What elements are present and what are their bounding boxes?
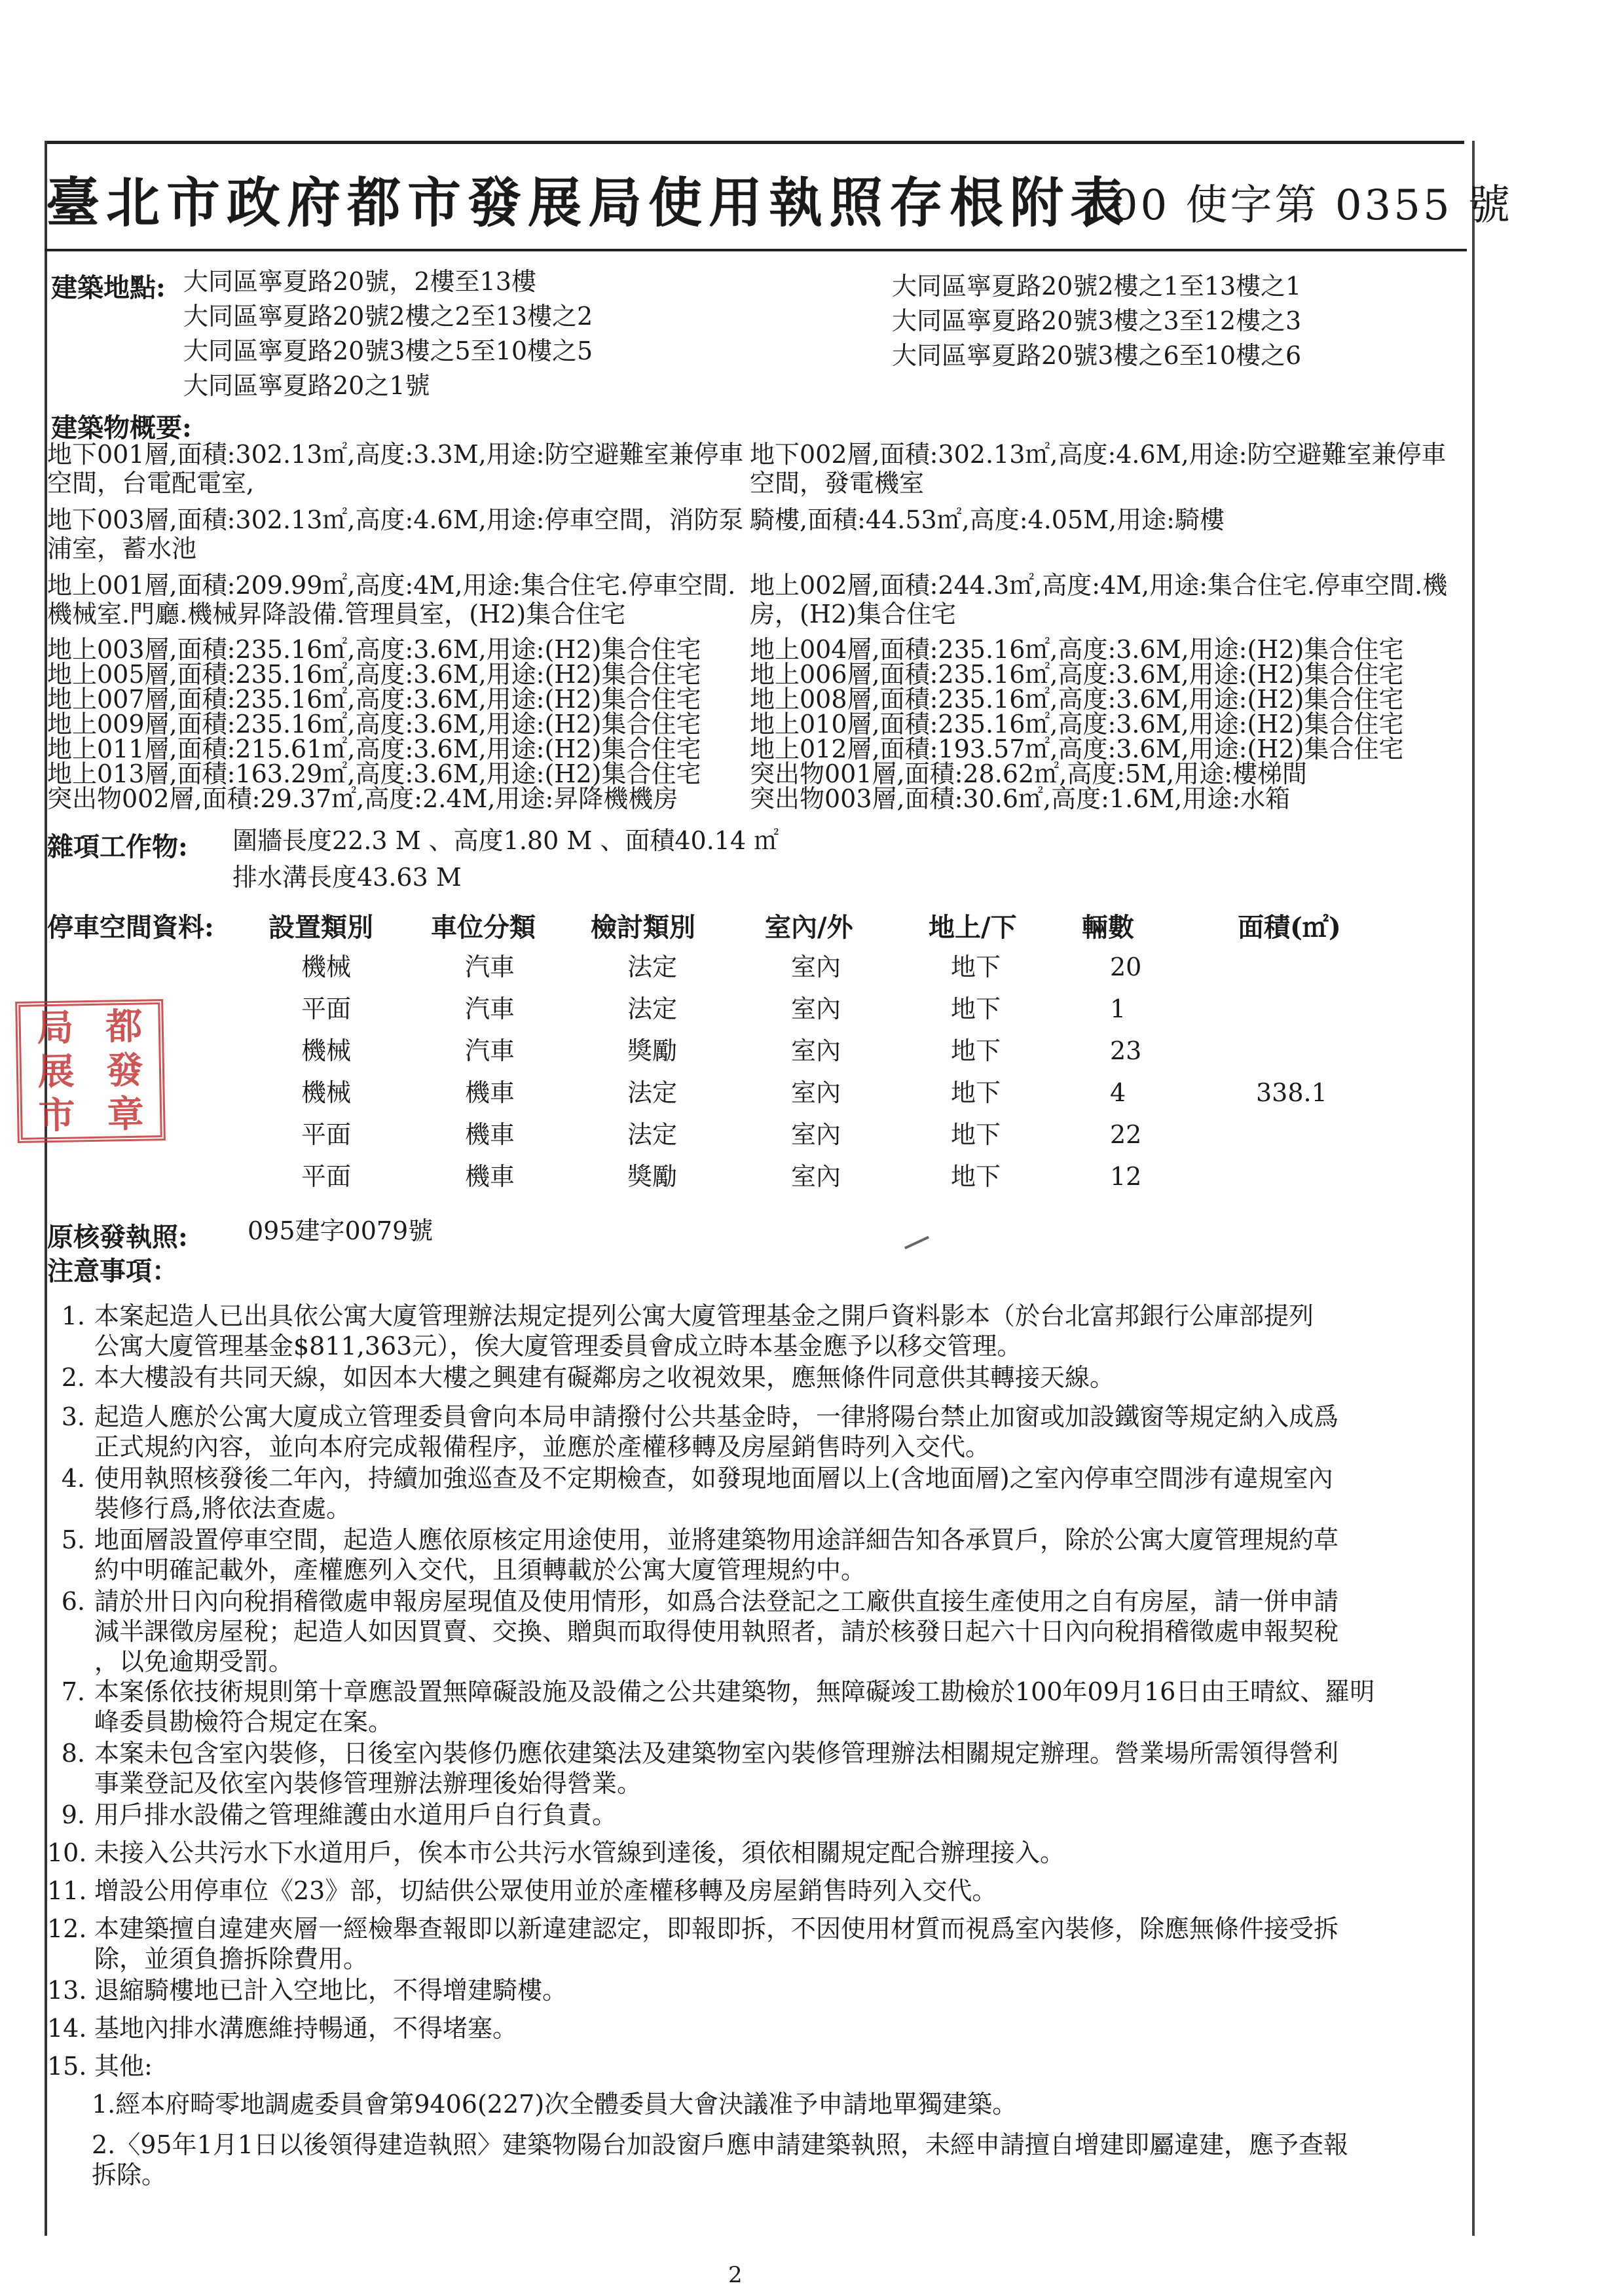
note-text: 退縮騎樓地已計入空地比，不得增建騎樓。 xyxy=(94,1976,568,2005)
note-line xyxy=(47,1464,1333,1493)
note-text: 基地內排水溝應維持暢通，不得堵塞。 xyxy=(94,2014,518,2043)
parking-cell: 地下 xyxy=(951,1078,1001,1107)
note-text: 用戶排水設備之管理維護由水道用戶自行負責。 xyxy=(94,1800,618,1829)
parking-cell: 地下 xyxy=(951,1120,1001,1149)
document-title: 臺北市政府都市發展局使用執照存根附表 xyxy=(46,172,1131,234)
note-line xyxy=(47,1838,1065,1867)
frame-right-rule xyxy=(1472,141,1475,2236)
parking-cell: 機車 xyxy=(465,1162,515,1191)
note-line xyxy=(47,1976,567,2005)
overview-line: 突出物002層,面積:29.37㎡,高度:2.4M,用途:昇降機機房 xyxy=(47,784,678,813)
note-line xyxy=(47,1800,617,1829)
parking-cell: 地下 xyxy=(951,1162,1001,1191)
site-address-line: 大同區寧夏路20之1號 xyxy=(183,371,430,400)
page-number: 2 xyxy=(728,2262,743,2288)
parking-cell: 23 xyxy=(1110,1036,1142,1065)
stamp-char: 都 xyxy=(105,1004,143,1049)
parking-cell: 機械 xyxy=(301,953,352,981)
note-line xyxy=(47,1707,393,1736)
note-line xyxy=(47,1302,1314,1330)
official-seal-stamp xyxy=(15,999,166,1143)
overview-line: 地下002層,面積:302.13㎡,高度:4.6M,用途:防空避難室兼停車 xyxy=(750,440,1447,469)
note-number: 9. xyxy=(61,1800,85,1829)
note-text: 起造人應於公寓大廈成立管理委員會向本局申請撥付公共基金時，一律將陽台禁止加窗或加設鐵窗等規定納入成爲 xyxy=(94,1402,1339,1431)
note-text: 使用執照核發後二年內，持續加強巡查及不定期檢查，如發現地面層以上(含地面層)之室內停車空間涉有違規室內 xyxy=(94,1464,1333,1493)
parking-column-header: 輛數 xyxy=(1082,912,1134,943)
parking-cell: 室內 xyxy=(791,1078,841,1107)
parking-cell: 平面 xyxy=(301,994,352,1023)
parking-cell: 法定 xyxy=(627,1078,678,1107)
parking-column-header: 檢討類別 xyxy=(591,912,695,943)
parking-column-header: 地上/下 xyxy=(929,912,1017,943)
parking-cell: 地下 xyxy=(951,953,1001,981)
note-number: 2. xyxy=(61,1363,85,1392)
parking-cell: 1 xyxy=(1110,994,1126,1023)
note-text: 裝修行爲,將依法查處。 xyxy=(94,1494,352,1523)
overview-line: 空間，發電機室 xyxy=(750,469,925,498)
parking-cell: 室內 xyxy=(791,1162,841,1191)
title-rule xyxy=(45,249,1467,251)
note-line xyxy=(47,1587,1338,1616)
parking-cell: 22 xyxy=(1110,1120,1142,1149)
parking-cell: 20 xyxy=(1110,953,1142,981)
misc-label: 雜項工作物: xyxy=(47,831,188,862)
site-address-line: 大同區寧夏路20號2樓之2至13樓之2 xyxy=(183,302,593,331)
note-number: 6. xyxy=(61,1587,85,1616)
site-address-line: 大同區寧夏路20號3樓之5至10樓之5 xyxy=(183,337,593,365)
parking-cell: 機械 xyxy=(301,1078,352,1107)
note-line xyxy=(47,1332,1022,1360)
parking-column-header: 室內/外 xyxy=(765,912,853,943)
scan-mark xyxy=(904,1236,929,1250)
note-number: 13. xyxy=(47,1976,87,2005)
parking-cell: 地下 xyxy=(951,994,1001,1023)
overview-line: 突出物001層,面積:28.62㎡,高度:5M,用途:樓梯間 xyxy=(750,759,1308,788)
note-text: 減半課徵房屋稅；起造人如因買賣、交換、贈與而取得使用執照者，請於核發日起六十日內向稅捐稽徵處申報契稅 xyxy=(94,1617,1339,1646)
note-line xyxy=(47,1432,990,1461)
parking-column-header: 面積(㎡) xyxy=(1238,912,1341,943)
parking-cell: 機械 xyxy=(301,1036,352,1065)
note-line xyxy=(47,1914,1338,1943)
note-text: 本案起造人已出具依公寓大廈管理辦法規定提列公寓大廈管理基金之開戶資料影本（於台北富邦銀行公庫部提列 xyxy=(94,1302,1314,1330)
note-text: 除，並須負擔拆除費用。 xyxy=(94,1944,369,1973)
overview-line: 地下003層,面積:302.13㎡,高度:4.6M,用途:停車空間，消防泵 xyxy=(47,505,744,534)
overview-line: 地上002層,面積:244.3㎡,高度:4M,用途:集合住宅.停車空間.機 xyxy=(750,571,1448,600)
overview-line: 地上005層,面積:235.16㎡,高度:3.6M,用途:(H2)集合住宅 xyxy=(47,660,701,689)
note-number: 4. xyxy=(61,1464,85,1493)
parking-cell: 法定 xyxy=(627,1120,678,1149)
other-note-line: 拆除。 xyxy=(92,2160,167,2189)
note-line xyxy=(47,2052,153,2081)
parking-cell: 338.1 xyxy=(1256,1078,1327,1107)
parking-column-header: 車位分類 xyxy=(431,912,536,943)
note-line xyxy=(47,1494,351,1523)
note-text: 地面層設置停車空間，起造人應依原核定用途使用，並將建築物用途詳細告知各承買戶，除於公寓大廈管理規約草 xyxy=(94,1525,1339,1554)
note-text: 事業登記及依室內裝修管理辦法辦理後始得營業。 xyxy=(94,1769,642,1798)
original-permit-label: 原核發執照: xyxy=(47,1222,188,1252)
note-number: 5. xyxy=(61,1525,85,1554)
overview-line: 地上007層,面積:235.16㎡,高度:3.6M,用途:(H2)集合住宅 xyxy=(47,685,701,714)
note-text: 請於卅日內向稅捐稽徵處申報房屋現值及使用情形，如爲合法登記之工廠供直接生產使用之自有房屋，請一併申請 xyxy=(94,1587,1339,1616)
misc-line: 圍牆長度22.3 M 、高度1.80 M 、面積40.14 ㎡ xyxy=(232,826,779,855)
note-line xyxy=(47,1525,1338,1554)
overview-line: 地上003層,面積:235.16㎡,高度:3.6M,用途:(H2)集合住宅 xyxy=(47,635,701,664)
parking-cell: 機車 xyxy=(465,1078,515,1107)
note-number: 10. xyxy=(47,1838,87,1867)
notes-label: 注意事項： xyxy=(47,1256,178,1286)
parking-label: 停車空間資料: xyxy=(47,912,214,943)
site-address-line: 大同區寧夏路20號3樓之3至12樓之3 xyxy=(892,306,1302,335)
overview-line: 地上006層,面積:235.16㎡,高度:3.6M,用途:(H2)集合住宅 xyxy=(750,660,1404,689)
parking-cell: 機車 xyxy=(465,1120,515,1149)
note-number: 8. xyxy=(61,1739,85,1768)
parking-cell: 汽車 xyxy=(465,1036,515,1065)
parking-cell: 汽車 xyxy=(465,953,515,981)
overview-line: 地上001層,面積:209.99㎡,高度:4M,用途:集合住宅.停車空間. xyxy=(47,571,736,600)
note-text: 其他: xyxy=(94,2052,153,2081)
permit-number: 100 使字第 0355 號 xyxy=(1082,181,1513,230)
note-number: 15. xyxy=(47,2052,87,2081)
note-number: 11. xyxy=(47,1876,87,1905)
frame-top-rule xyxy=(45,141,1464,144)
note-text: 本大樓設有共同天線，如因本大樓之興建有礙鄰房之收視效果，應無條件同意供其轉接天線。 xyxy=(94,1363,1115,1392)
misc-line: 排水溝長度43.63 M xyxy=(232,863,462,892)
parking-cell: 法定 xyxy=(627,953,678,981)
note-line xyxy=(47,1876,997,1905)
parking-cell: 獎勵 xyxy=(627,1036,678,1065)
note-line xyxy=(47,1647,293,1676)
parking-cell: 12 xyxy=(1110,1162,1142,1191)
note-text: 本案係依技術規則第十章應設置無障礙設施及設備之公共建築物，無障礙竣工勘檢於100年09月16日由王晴紋、羅明 xyxy=(94,1677,1375,1706)
overview-line: 房，(H2)集合住宅 xyxy=(750,600,956,629)
note-text: 本案未包含室內裝修，日後室內裝修仍應依建築法及建築物室內裝修管理辦法相關規定辦理。營業場所需領得營利 xyxy=(94,1739,1339,1768)
parking-cell: 平面 xyxy=(301,1162,352,1191)
original-permit-value: 095建字0079號 xyxy=(248,1216,434,1245)
overview-line: 突出物003層,面積:30.6㎡,高度:1.6M,用途:水箱 xyxy=(750,784,1291,813)
overview-line: 機械室.門廳.機械昇降設備.管理員室，(H2)集合住宅 xyxy=(47,600,626,629)
overview-line: 地上009層,面積:235.16㎡,高度:3.6M,用途:(H2)集合住宅 xyxy=(47,710,701,738)
note-line xyxy=(47,1769,642,1798)
stamp-char: 市 xyxy=(38,1093,76,1138)
stamp-char: 局 xyxy=(36,1006,74,1050)
parking-cell: 室內 xyxy=(791,1120,841,1149)
site-address-line: 大同區寧夏路20號3樓之6至10樓之6 xyxy=(892,341,1302,370)
overview-line: 地下001層,面積:302.13㎡,高度:3.3M,用途:防空避難室兼停車 xyxy=(47,440,744,469)
site-label: 建築地點: xyxy=(51,272,166,303)
note-text: 未接入公共污水下水道用戶，俟本市公共污水管線到達後，須依相關規定配合辦理接入。 xyxy=(94,1838,1065,1867)
overview-label: 建築物概要: xyxy=(51,412,192,443)
overview-line: 地上013層,面積:163.29㎡,高度:3.6M,用途:(H2)集合住宅 xyxy=(47,759,701,788)
note-text: 峰委員勘檢符合規定在案。 xyxy=(94,1707,394,1736)
note-line xyxy=(47,1739,1338,1768)
note-number: 7. xyxy=(61,1677,85,1706)
parking-cell: 地下 xyxy=(951,1036,1001,1065)
parking-cell: 汽車 xyxy=(465,994,515,1023)
parking-cell: 4 xyxy=(1110,1078,1126,1107)
note-text: 正式規約內容，並向本府完成報備程序，並應於產權移轉及房屋銷售時列入交代。 xyxy=(94,1432,991,1461)
note-text: ，以免逾期受罰。 xyxy=(94,1647,294,1676)
overview-line: 騎樓,面積:44.53㎡,高度:4.05M,用途:騎樓 xyxy=(750,505,1225,534)
note-line xyxy=(47,1617,1338,1646)
site-address-line: 大同區寧夏路20號，2樓至13樓 xyxy=(183,267,536,296)
note-text: 公寓大廈管理基金$811,363元），俟大廈管理委員會成立時本基金應予以移交管理。 xyxy=(94,1332,1022,1360)
note-line xyxy=(47,1944,368,1973)
note-text: 本建築擅自違建夾層一經檢舉查報即以新違建認定，即報即拆，不因使用材質而視爲室內裝修，除應無條件接受拆 xyxy=(94,1914,1339,1943)
overview-line: 地上011層,面積:215.61㎡,高度:3.6M,用途:(H2)集合住宅 xyxy=(47,735,701,763)
stamp-char: 章 xyxy=(107,1092,145,1137)
overview-line: 地上012層,面積:193.57㎡,高度:3.6M,用途:(H2)集合住宅 xyxy=(750,735,1404,763)
note-line xyxy=(47,1677,1375,1706)
note-text: 增設公用停車位《23》部，切結供公眾使用並於產權移轉及房屋銷售時列入交代。 xyxy=(94,1876,997,1905)
stamp-char: 發 xyxy=(105,1048,144,1093)
overview-line: 空間，台電配電室, xyxy=(47,469,255,498)
note-number: 1. xyxy=(61,1302,85,1330)
overview-line: 地上008層,面積:235.16㎡,高度:3.6M,用途:(H2)集合住宅 xyxy=(750,685,1404,714)
parking-column-header: 設置類別 xyxy=(268,912,373,943)
parking-cell: 室內 xyxy=(791,953,841,981)
site-address-line: 大同區寧夏路20號2樓之1至13樓之1 xyxy=(892,272,1302,301)
note-number: 12. xyxy=(47,1914,87,1943)
other-note-line: 2.〈95年1月1日以後領得建造執照〉建築物陽台加設窗戶應申請建築執照，未經申請擅自增建即屬違建，應予查報 xyxy=(92,2130,1348,2159)
parking-cell: 室內 xyxy=(791,994,841,1023)
note-line xyxy=(47,1556,866,1584)
overview-line: 浦室，蓄水池 xyxy=(47,534,197,563)
other-note-line: 1.經本府畸零地調處委員會第9406(227)次全體委員大會決議准予申請地單獨建築。 xyxy=(92,2090,1018,2119)
parking-cell: 室內 xyxy=(791,1036,841,1065)
note-number: 3. xyxy=(61,1402,85,1431)
stamp-char: 展 xyxy=(37,1049,75,1094)
parking-cell: 獎勵 xyxy=(627,1162,678,1191)
note-number: 14. xyxy=(47,2014,87,2043)
parking-cell: 平面 xyxy=(301,1120,352,1149)
note-text: 約中明確記載外，產權應列入交代，且須轉載於公寓大廈管理規約中。 xyxy=(94,1556,866,1584)
parking-cell: 法定 xyxy=(627,994,678,1023)
note-line xyxy=(47,2014,517,2043)
note-line xyxy=(47,1363,1115,1392)
overview-line: 地上004層,面積:235.16㎡,高度:3.6M,用途:(H2)集合住宅 xyxy=(750,635,1404,664)
note-line xyxy=(47,1402,1338,1431)
overview-line: 地上010層,面積:235.16㎡,高度:3.6M,用途:(H2)集合住宅 xyxy=(750,710,1404,738)
